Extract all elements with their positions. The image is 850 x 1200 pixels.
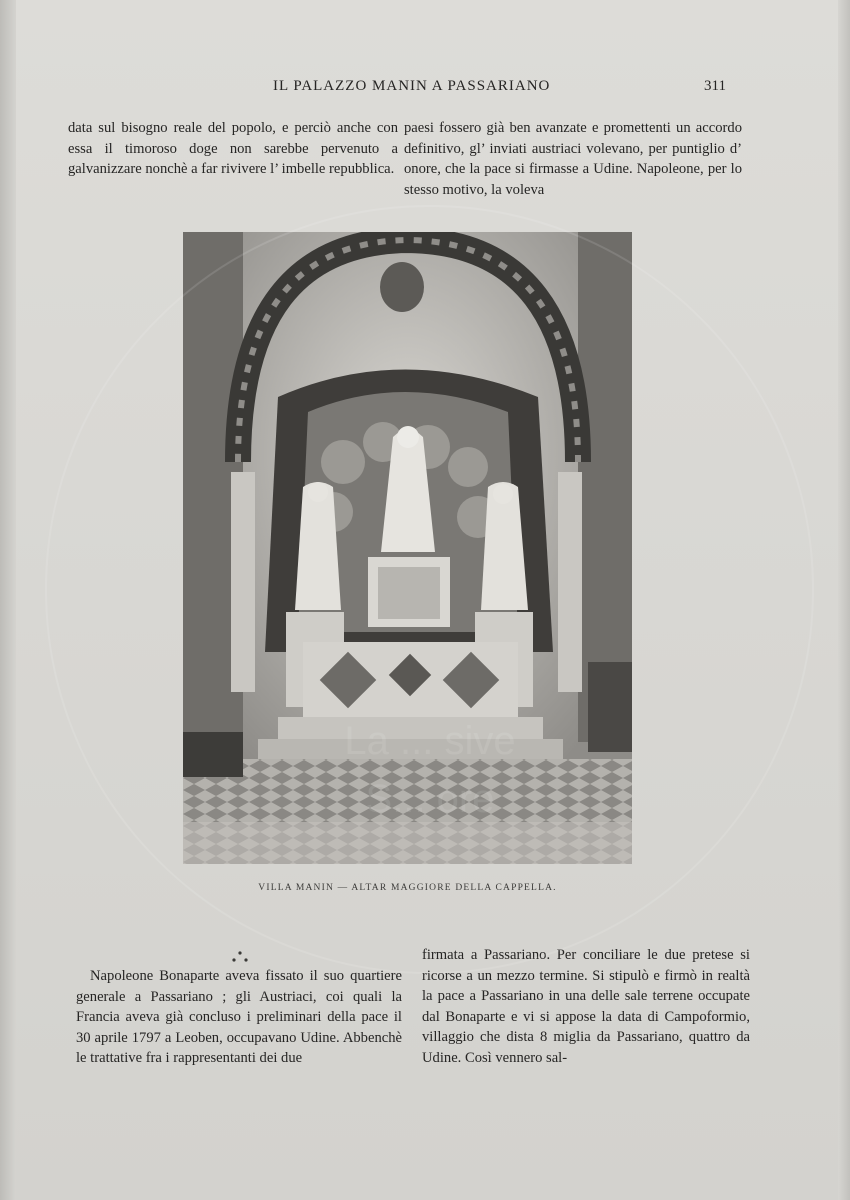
- paragraph: paesi fossero già ben avanzate e promettenti un accordo definitivo, gl’ inviati austriaci volevano, per puntiglio d’ onore, che la pace si firmasse a Udine. Napoleone, per lo stesso motivo, la voleva: [404, 120, 742, 198]
- page-header: [68, 78, 742, 100]
- chapel-altar-photograph: [183, 232, 632, 864]
- asterism-ornament: [228, 950, 252, 964]
- text-column-top-left: [68, 118, 398, 180]
- page-edge-right: [838, 0, 850, 1200]
- text-column-bottom-right: [422, 945, 750, 1068]
- page-number: 311: [704, 78, 726, 94]
- page-edge-left: [0, 0, 16, 1200]
- text-column-top-right: [404, 118, 742, 200]
- text-column-bottom-left: [76, 966, 402, 1069]
- paragraph: firmata a Passariano. Per conciliare le due pretese si ricorse a un mezzo termine. Si stipulò e firmò in realtà la pace a Passariano in una delle sale terrene occupate dal Bonaparte e vi si appose la data di Campoformio, villaggio che dista 8 miglia da Passariano, quattro da Udine. Così vennero sal-: [422, 947, 750, 1066]
- paragraph: data sul bisogno reale del popolo, e perciò anche con essa il timoroso doge non sarebbe pervenuto a galvanizzare nonchè a far rivivere l’ imbelle repubblica.: [68, 120, 398, 177]
- paragraph: Napoleone Bonaparte aveva fissato il suo quartiere generale a Passariano ; gli Austriaci, coi quali la Francia aveva già concluso i preliminari della pace il 30 aprile 1797 a Leoben, occupavano Udine. Abbenchè le trattative fra i rappresentanti dei due: [76, 968, 402, 1066]
- running-title: IL PALAZZO MANIN A PASSARIANO: [273, 78, 551, 94]
- figure-caption: VILLA MANIN — ALTAR MAGGIORE DELLA CAPPELLA.: [258, 883, 557, 893]
